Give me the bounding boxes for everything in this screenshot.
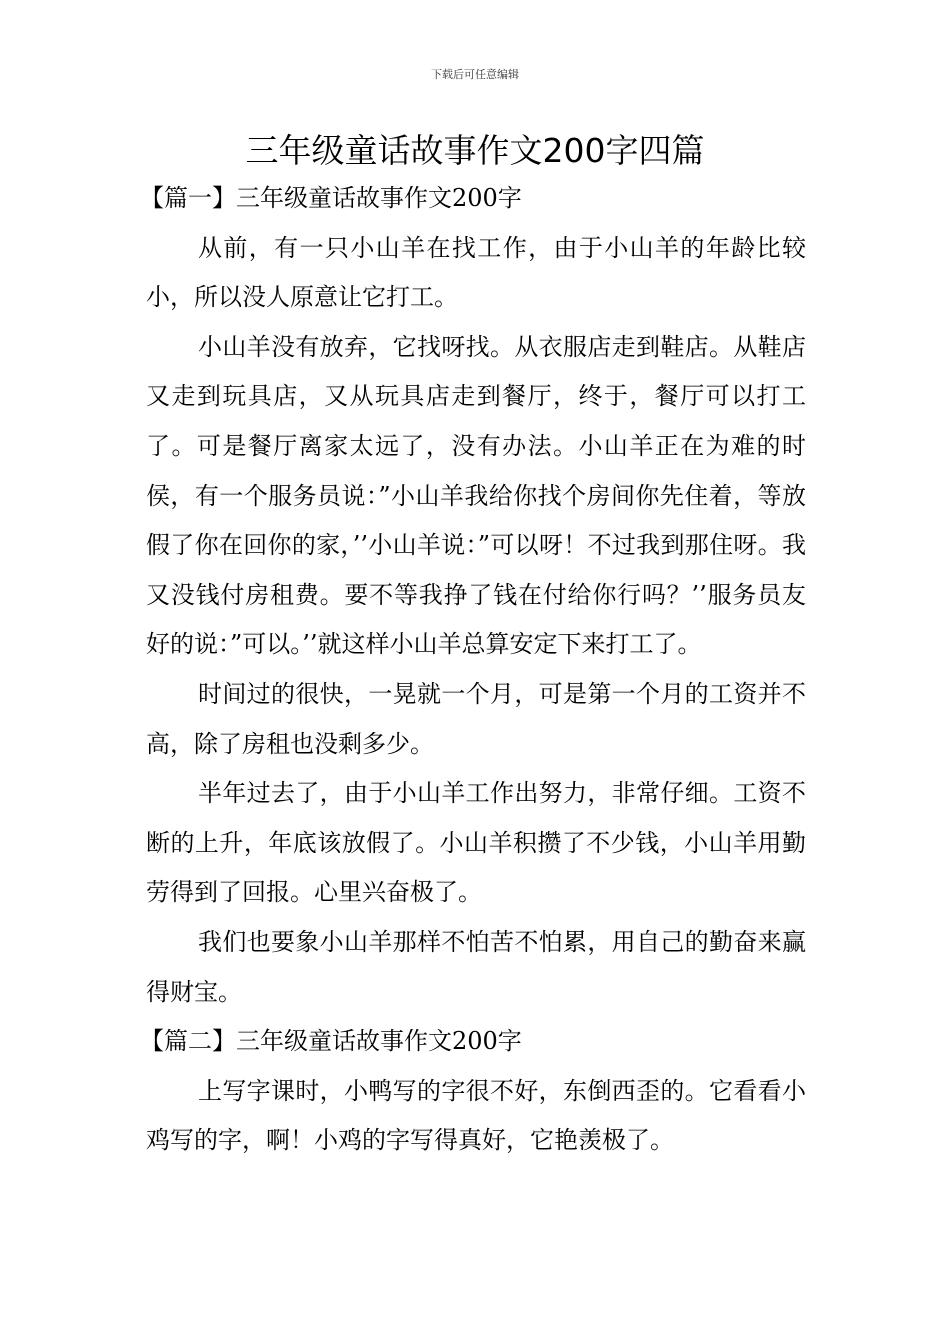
- paragraph: 我们也要象小山羊那样不怕苦不怕累，用自己的勤奋来赢得财宝。: [146, 927, 806, 1006]
- document-body: [140, 174, 806, 1166]
- paragraph: 时间过的很快，一晃就一个月，可是第一个月的工资并不高，除了房租也没剩多少。: [146, 679, 806, 758]
- section-2: [140, 1017, 806, 1166]
- paragraph: 小山羊没有放弃，它找呀找。从衣服店走到鞋店。从鞋店又走到玩具店，又从玩具店走到餐厅，终于，餐厅可以打工了。可是餐厅离家太远了，没有办法。小山羊正在为难的时侯，有一个服务员说：”小山羊我给你找个房间你先住着，等放假了你在回你的家，’’小山羊说：”可以呀！不过我到那住呀。我又没钱付房租费。要不等我挣了钱在付给你行吗？’’服务员友好的说：”可以。’’就这样小山羊总算安定下来打工了。: [146, 332, 806, 659]
- section-1: [140, 174, 806, 1017]
- section-heading: 【篇二】三年级童话故事作文200字: [140, 1027, 522, 1056]
- header-note: 下载后可任意编辑: [431, 68, 519, 81]
- section-heading: 【篇一】三年级童话故事作文200字: [140, 184, 522, 212]
- paragraph: 从前，有一只小山羊在找工作，由于小山羊的年龄比较小，所以没人原意让它打工。: [146, 233, 806, 312]
- paragraph: 半年过去了，由于小山羊工作出努力，非常仔细。工资不断的上升，年底该放假了。小山羊积攒了不少钱，小山羊用勤劳得到了回报。心里兴奋极了。: [146, 779, 806, 907]
- document-title: 三年级童话故事作文200字四篇: [245, 131, 705, 170]
- paragraph: 上写字课时，小鸭写的字很不好，东倒西歪的。它看看小鸡写的字，啊！小鸡的字写得真好，它艳羡极了。: [146, 1076, 806, 1155]
